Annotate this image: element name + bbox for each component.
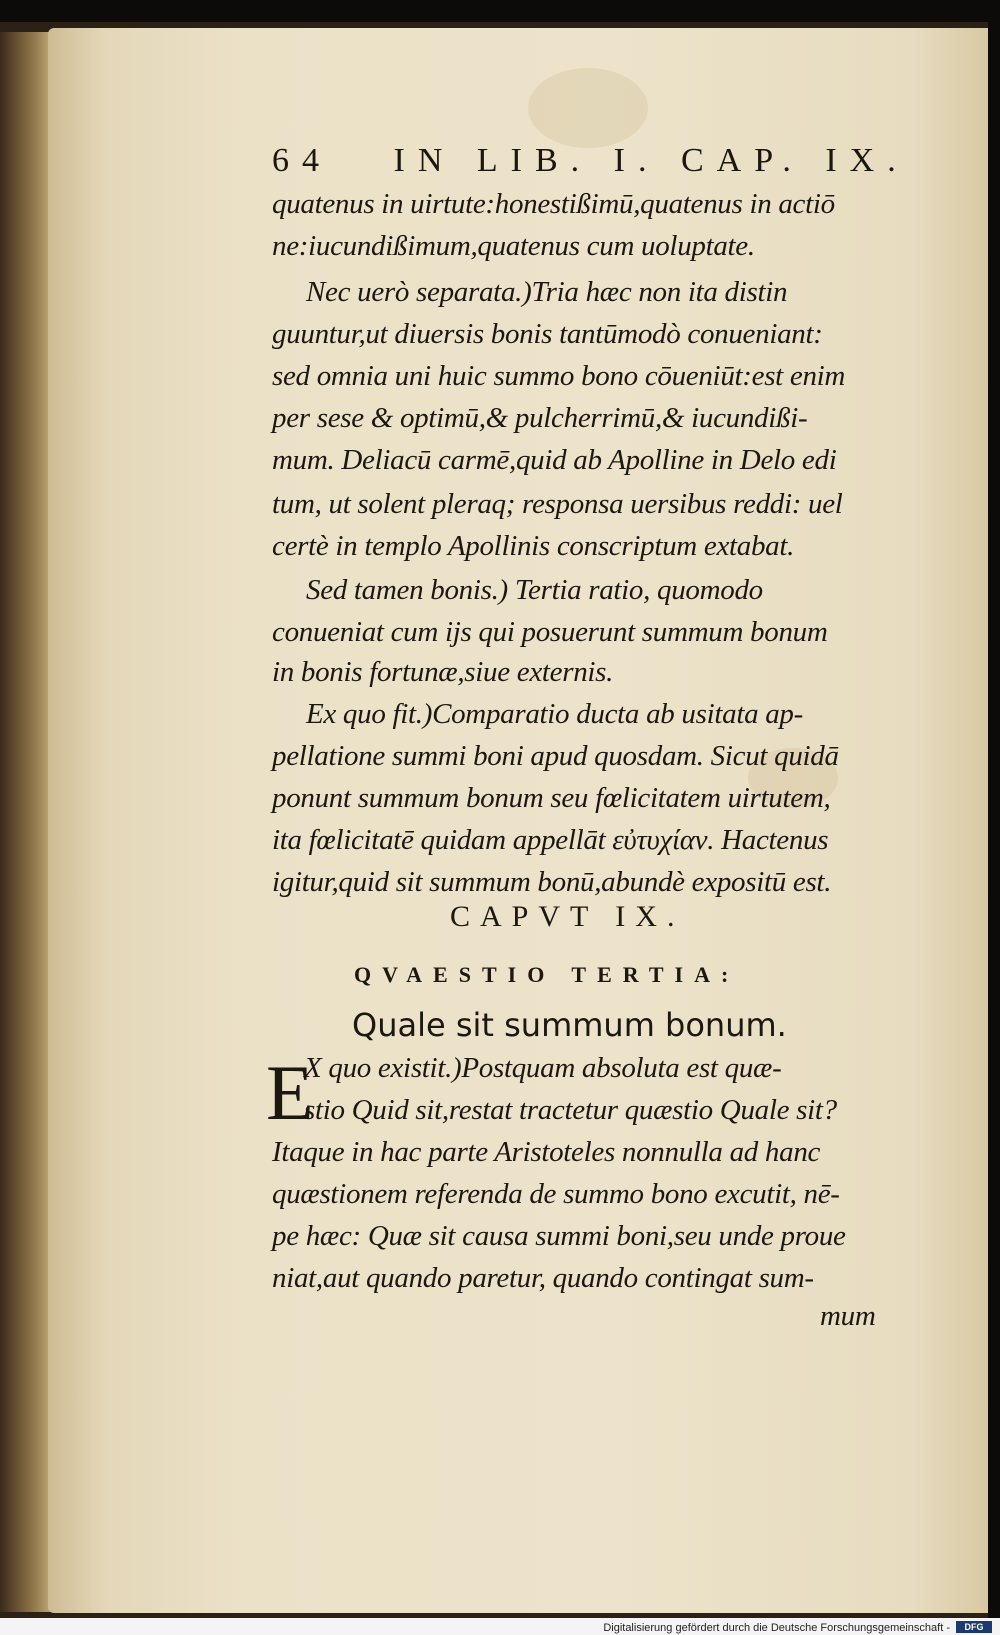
text-line: pellatione summi boni apud quosdam. Sicut quidā — [272, 740, 839, 772]
text-line: conueniat cum ijs qui posuerunt summum bonum — [272, 616, 828, 648]
text-line: X quo existit.)Postquam absoluta est quæ- — [304, 1052, 782, 1084]
text-line: sed omnia uni huic summo bono cōueniūt:est enim — [272, 360, 846, 392]
text-line: stio Quid sit,restat tractetur quæstio Quale sit? — [304, 1094, 837, 1126]
running-title: IN LIB. I. CAP. IX. — [393, 142, 909, 179]
text-line: certè in templo Apollinis conscriptum extabat. — [272, 530, 795, 562]
text-line: ponunt summum bonum seu fœlicitatem uirtutem, — [272, 782, 831, 814]
text-line: pe hæc: Quæ sit causa summi boni,seu unde proue — [272, 1220, 846, 1252]
text-line: Sed tamen bonis.) Tertia ratio, quomodo — [306, 574, 763, 606]
drop-cap: E — [266, 1049, 314, 1136]
text-line: in bonis fortunæ,siue externis. — [272, 656, 614, 688]
dfg-logo: DFG — [956, 1621, 992, 1633]
footer-credit: Digitalisierung gefördert durch die Deutsche Forschungsgemeinschaft - — [603, 1622, 950, 1634]
text-line: niat,aut quando paretur, quando contingat sum- — [272, 1262, 814, 1294]
text-line: guuntur,ut diuersis bonis tantūmodò conueniant: — [272, 318, 823, 350]
question-heading: QVAESTIO TERTIA: — [354, 962, 740, 987]
text-line: quatenus in uirtute:honestißimū,quatenus in actiō — [272, 188, 835, 220]
text-line: igitur,quid sit summum bonū,abundè expositū est. — [272, 866, 832, 898]
page-number: 64 — [272, 142, 332, 179]
running-header — [272, 142, 912, 180]
chapter-heading: CAPVT IX. — [450, 900, 685, 933]
paper-stain — [528, 68, 648, 148]
text-line: Ex quo fit.)Comparatio ducta ab usitata ap- — [306, 698, 803, 730]
text-line: ita fœlicitatē quidam appellāt εὐτυχίαν. Hactenus — [272, 824, 829, 856]
text-line: mum. Deliacū carmē,quid ab Apolline in Delo edi — [272, 444, 837, 476]
text-line: Nec uerò separata.)Tria hæc non ita distin — [306, 276, 788, 308]
text-line: per sese & optimū,& pulcherrimū,& iucundißi- — [272, 402, 808, 434]
text-line: tum, ut solent pleraq; responsa uersibus reddi: uel — [272, 488, 843, 520]
catchword: mum — [820, 1300, 876, 1332]
text-line: Itaque in hac parte Aristoteles nonnulla ad hanc — [272, 1136, 821, 1168]
text-line: quæstionem referenda de summo bono excutit, nē- — [272, 1178, 840, 1210]
section-title: Quale sit summum bonum. — [352, 1006, 787, 1044]
page — [48, 28, 988, 1613]
text-line: ne:iucundißimum,quatenus cum uoluptate. — [272, 230, 755, 262]
